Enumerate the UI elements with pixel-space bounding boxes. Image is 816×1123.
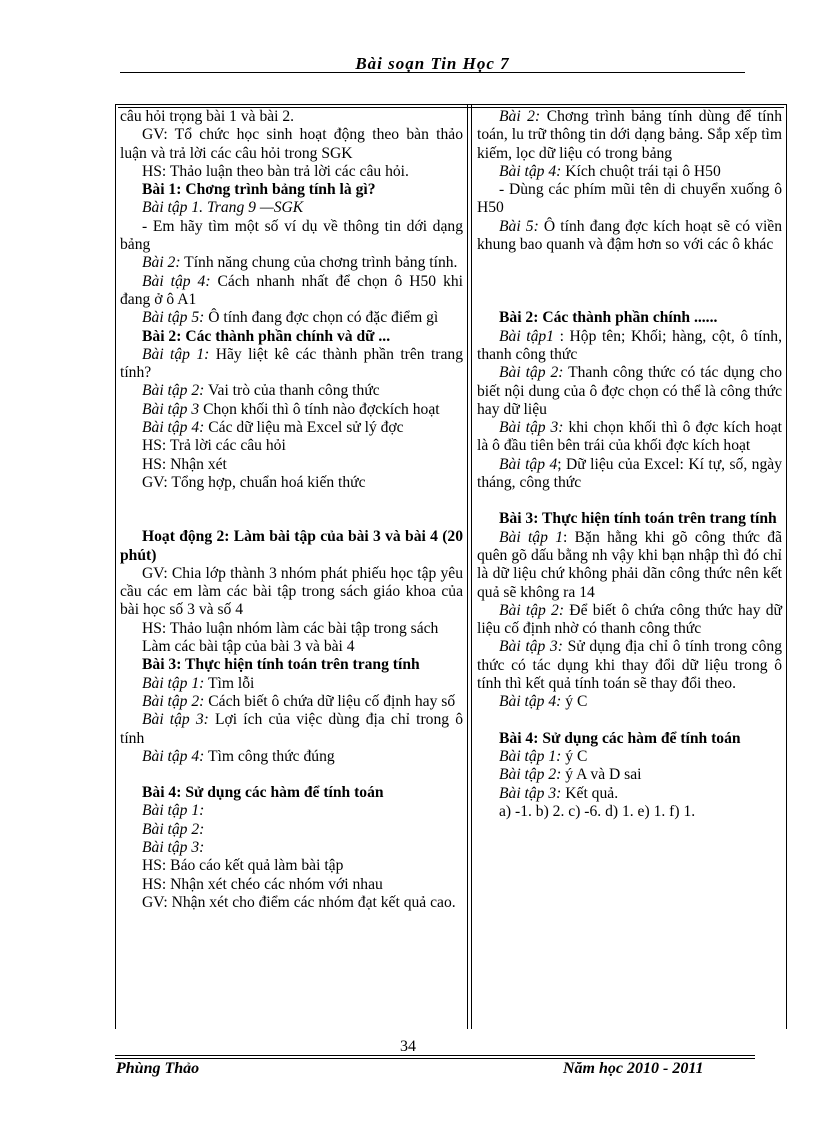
paragraph (477, 529, 782, 602)
paragraph-text: GV: Nhận xét cho điểm các nhóm đạt kết quả cao. (142, 893, 456, 911)
paragraph-text: Lợi ích của việc dùng địa chỉ trong ô tính (120, 711, 463, 747)
paragraph (477, 328, 782, 365)
spacer (120, 766, 463, 784)
section-heading (477, 730, 782, 748)
exercise-label: Bài 2: (142, 254, 181, 272)
paragraph-text: Ô tính đang đợc kích hoạt sẽ có viền khung bao quanh và đậm hơn so với các ô khác (477, 217, 782, 254)
paragraph-text: - Em hãy tìm một số ví dụ về thông tin dới dạng bảng (120, 217, 463, 254)
exercise-label: Bài tập 5: (142, 309, 205, 327)
exercise-label: Bài tập 4 (499, 455, 558, 473)
paragraph (120, 401, 463, 419)
paragraph-text: Tính năng chung của chơng trình bảng tính. (180, 254, 458, 272)
paragraph (477, 693, 782, 711)
paragraph (120, 163, 463, 181)
exercise-label: Bài tập 3 (142, 400, 200, 418)
column-divider-inner (471, 105, 472, 1029)
paragraph-text: Các dữ liệu mà Excel sử lý đợc (204, 419, 404, 437)
paragraph (120, 419, 463, 437)
exercise-label: Bài tập 2: (499, 766, 562, 784)
spacer (477, 492, 782, 510)
section-heading (120, 528, 463, 565)
paragraph-text: Sử dụng địa chỉ ô tính trong công thức có tác dụng khi thay đổi dữ liệu trong ô tính thì kết quả tính toán sẽ thay đổi theo. (477, 638, 782, 693)
paragraph (120, 876, 463, 894)
paragraph-text: câu hỏi trọng bài 1 và bài 2. (120, 108, 295, 125)
paragraph (120, 346, 463, 383)
exercise-label: Bài tập 1: (142, 674, 205, 692)
paragraph-text: Bài 2: Các thành phần chính và dữ ... (142, 327, 391, 345)
paragraph-text: HS: Báo cáo kết quả làm bài tập (142, 857, 344, 875)
paragraph-text: Tìm lỗi (204, 674, 255, 692)
exercise-label: Bài tập 3: (499, 784, 562, 802)
paragraph (477, 766, 782, 784)
paragraph-text: GV: Tổng hợp, chuẩn hoá kiến thức (142, 473, 366, 491)
paragraph (477, 602, 782, 639)
paragraph-text: GV: Tổ chức học sinh hoạt động theo bàn thảo luận và trả lời các câu hỏi trong SGK (120, 126, 463, 162)
paragraph (120, 839, 463, 857)
exercise-label: Bài tập1 (499, 327, 554, 345)
paragraph (120, 437, 463, 455)
paragraph-text: ý C (561, 693, 588, 711)
paragraph (120, 565, 463, 620)
exercise-label: Bài tập 3: (499, 638, 563, 656)
paragraph-text: Hoạt động 2: Làm bài tập của bài 3 và bài 4 (20 phút) (120, 528, 463, 564)
paragraph-text: Bài 3: Thực hiện tính toán trên trang tính (499, 510, 777, 528)
footer-rule-bottom (115, 1058, 755, 1059)
paragraph-text: GV: Chia lớp thành 3 nhóm phát phiếu học tập yêu cầu các em làm các bài tập trong sách giáo khoa của bài học số 3 và số 4 (120, 564, 463, 619)
paragraph-text: Bài 4: Sử dụng các hàm để tính toán (499, 729, 741, 747)
paragraph-text: - Dùng các phím mũi tên di chuyển xuống ô H50 (477, 181, 782, 217)
paragraph (477, 163, 782, 181)
section-heading (120, 181, 463, 199)
paragraph-text: HS: Trả lời các câu hỏi (142, 437, 286, 455)
paragraph-text: Bài 3: Thực hiện tính toán trên trang tính (142, 656, 420, 674)
exercise-label: Bài 2: (499, 108, 541, 125)
paragraph (477, 364, 782, 419)
paragraph (120, 802, 463, 820)
paragraph (120, 821, 463, 839)
paragraph-text: HS: Thảo luận nhóm làm các bài tập trong sách (142, 619, 439, 637)
paragraph-text: : Hộp tên; Khối; hàng, cột, ô tính, thanh công thức (477, 327, 782, 363)
paragraph-text: Bài tập 1: (142, 802, 205, 820)
paragraph (120, 857, 463, 875)
paragraph (120, 894, 463, 912)
paragraph (120, 273, 463, 310)
paragraph-text: HS: Nhận xét chéo các nhóm với nhau (142, 875, 383, 893)
footer-school-year: Năm học 2010 - 2011 (563, 1060, 704, 1077)
paragraph-text: HS: Thảo luận theo bàn trả lời các câu hỏi. (142, 162, 409, 180)
paragraph (120, 218, 463, 255)
paragraph (477, 748, 782, 766)
spacer (120, 492, 463, 528)
paragraph-text: Chơng trình bảng tính dùng để tính toán, lu trữ thông tin dới dạng bảng. Sắp xếp tìm kiếm, lọc dữ liệu có trong bảng (477, 108, 783, 162)
exercise-label: Bài tập 4: (142, 747, 205, 765)
paragraph-text: Để biết ô chứa công thức hay dữ liệu cố định nhờ có thanh công thức (477, 601, 783, 638)
paragraph-text: : Bặn hằng khi gõ công thức đã quên gõ dấu bằng nh vậy khi bạn nhập thì đó chỉ là dữ liệu chứ không phải dãn công thức nên kết quả sẽ không ra 14 (477, 528, 782, 601)
exercise-label: Bài tập 4: (499, 693, 562, 711)
footer-rule-top (115, 1055, 755, 1056)
exercise-label: Bài tập 4: (142, 272, 211, 290)
exercise-label: Bài tập 2: (142, 692, 205, 710)
paragraph-text: Vai trò của thanh công thức (204, 382, 380, 400)
paragraph (477, 108, 782, 163)
paragraph (120, 456, 463, 474)
page-number: 34 (400, 1038, 416, 1055)
left-column-teacher-activities (120, 108, 463, 912)
right-column-student-answers (477, 108, 782, 821)
spacer (477, 254, 782, 309)
paragraph (120, 748, 463, 766)
paragraph (477, 803, 782, 821)
paragraph-text: Ô tính đang đợc chọn có đặc điểm gì (204, 309, 439, 327)
paragraph-text: Cách biết ô chứa dữ liệu cố định hay số (204, 692, 456, 710)
exercise-label: Bài tập 1: (499, 747, 562, 765)
section-heading (120, 328, 463, 346)
exercise-label: Bài tập 2: (499, 601, 565, 619)
paragraph-text: Bài 4: Sử dụng các hàm để tính toán (142, 784, 384, 802)
spacer (477, 712, 782, 730)
paragraph (120, 711, 463, 748)
exercise-label: Bài tập 2: (142, 382, 205, 400)
paragraph-text: Bài tập 3: (142, 838, 205, 856)
header-rule (120, 72, 745, 73)
paragraph-text: a) -1. b) 2. c) -6. d) 1. e) 1. f) 1. (499, 802, 696, 820)
section-heading (120, 784, 463, 802)
paragraph (477, 419, 782, 456)
section-heading (120, 656, 463, 674)
exercise-label: Bài tập 3: (499, 419, 564, 437)
paragraph-text: ; Dữ liệu của Excel: Kí tự, số, ngày tháng, công thức (477, 455, 782, 492)
section-heading (477, 309, 782, 327)
paragraph (120, 638, 463, 656)
exercise-label: Bài tập 1: (142, 345, 210, 363)
paragraph (120, 309, 463, 327)
paragraph-text: Kết quả. (561, 784, 619, 802)
paragraph-text: Cách nhanh nhất để chọn ô H50 khi đang ở ô A1 (120, 272, 464, 308)
paragraph-text: HS: Nhận xét (142, 455, 227, 473)
exercise-label: Bài tập 2: (499, 364, 564, 382)
column-divider (467, 105, 468, 1029)
paragraph (120, 126, 463, 163)
paragraph (120, 199, 463, 217)
paragraph (477, 181, 782, 218)
paragraph-text: Tìm công thức đúng (204, 747, 335, 765)
paragraph-text: Bài 2: Các thành phần chính ...... (499, 309, 718, 327)
paragraph-text: Thanh công thức có tác dụng cho biết nội dung của ô đợc chọn có thể là công thức hay dữ liệu (477, 364, 782, 418)
paragraph-text: Kích chuột trái tại ô H50 (561, 162, 721, 180)
exercise-label: Bài tập 1 (499, 528, 563, 546)
paragraph (120, 254, 463, 272)
paragraph-text: Chọn khối thì ô tính nào đợckích hoạt (199, 400, 440, 418)
paragraph (477, 218, 782, 255)
paragraph-text: Hãy liệt kê các thành phần trên trang tính? (120, 345, 464, 382)
section-heading (477, 510, 782, 528)
exercise-label: Bài 5: (499, 217, 539, 235)
paragraph-text: khi chọn khối thì ô đợc kích hoạt là ô đầu tiên bên trái của khối đợc kích hoạt (477, 419, 782, 455)
paragraph (477, 785, 782, 803)
exercise-label: Bài tập 3: (142, 711, 209, 729)
paragraph (120, 474, 463, 492)
paragraph-text: Làm các bài tập của bài 3 và bài 4 (142, 638, 355, 656)
paragraph (120, 382, 463, 400)
paragraph-text: Bài tập 1. Trang 9 —SGK (142, 199, 304, 217)
content-table (115, 104, 787, 1029)
paragraph-text: Bài 1: Chơng trình bảng tính là gì? (142, 181, 376, 199)
paragraph-text: ý A và D sai (561, 766, 642, 784)
paragraph (120, 693, 463, 711)
paragraph (120, 620, 463, 638)
footer-author: Phùng Thảo (116, 1060, 200, 1077)
page-header-title: Bài soạn Tin Học 7 (355, 54, 510, 73)
exercise-label: Bài tập 4: (142, 419, 205, 437)
paragraph (120, 675, 463, 693)
paragraph (120, 108, 463, 126)
paragraph (477, 638, 782, 693)
paragraph-text: Bài tập 2: (142, 820, 205, 838)
paragraph (477, 456, 782, 493)
exercise-label: Bài tập 4: (499, 162, 562, 180)
paragraph-text: ý C (561, 747, 588, 765)
